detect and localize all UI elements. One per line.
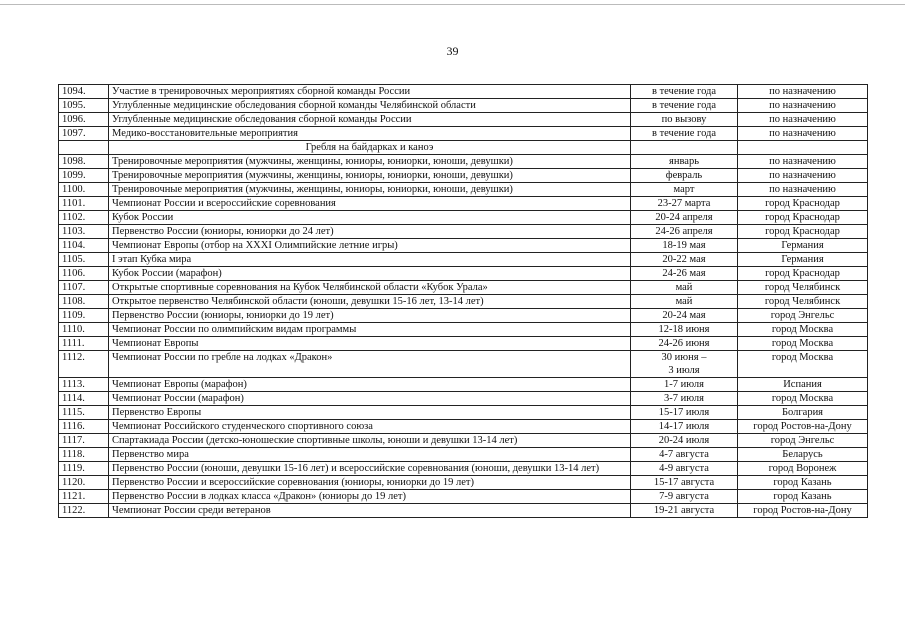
event-place: по назначению xyxy=(738,113,868,127)
event-date: март xyxy=(631,183,738,197)
row-number: 1114. xyxy=(59,392,109,406)
event-name: Первенство Европы xyxy=(109,406,631,420)
event-date: 19-21 августа xyxy=(631,504,738,518)
event-name: Чемпионат Российского студенческого спортивного союза xyxy=(109,420,631,434)
row-number: 1101. xyxy=(59,197,109,211)
table-row xyxy=(59,295,868,309)
event-name: Тренировочные мероприятия (мужчины, женщины, юниоры, юниорки, юноши, девушки) xyxy=(109,155,631,169)
section-num-cell xyxy=(59,141,109,155)
row-number: 1111. xyxy=(59,337,109,351)
event-place: город Челябинск xyxy=(738,295,868,309)
row-number: 1095. xyxy=(59,99,109,113)
event-name: Открытые спортивные соревнования на Кубок Челябинской области «Кубок Урала» xyxy=(109,281,631,295)
row-number: 1115. xyxy=(59,406,109,420)
event-date: 3-7 июля xyxy=(631,392,738,406)
table-row xyxy=(59,155,868,169)
table-row xyxy=(59,323,868,337)
event-date: в течение года xyxy=(631,85,738,99)
table-row xyxy=(59,169,868,183)
event-place: город Энгельс xyxy=(738,309,868,323)
row-number: 1107. xyxy=(59,281,109,295)
event-place: по назначению xyxy=(738,155,868,169)
table-row xyxy=(59,420,868,434)
rows-after-section xyxy=(59,155,868,518)
event-name: Тренировочные мероприятия (мужчины, женщины, юниоры, юниорки, юноши, девушки) xyxy=(109,183,631,197)
event-date: 23-27 марта xyxy=(631,197,738,211)
event-date: февраль xyxy=(631,169,738,183)
table-row xyxy=(59,113,868,127)
row-number: 1097. xyxy=(59,127,109,141)
event-place: Испания xyxy=(738,378,868,392)
row-number: 1110. xyxy=(59,323,109,337)
event-place: по назначению xyxy=(738,169,868,183)
event-date: 4-7 августа xyxy=(631,448,738,462)
event-name: Медико-восстановительные мероприятия xyxy=(109,127,631,141)
rows-before-section xyxy=(59,85,868,141)
row-number: 1116. xyxy=(59,420,109,434)
row-number: 1122. xyxy=(59,504,109,518)
event-place: по назначению xyxy=(738,127,868,141)
event-place: город Москва xyxy=(738,323,868,337)
event-name: Тренировочные мероприятия (мужчины, женщины, юниоры, юниорки, юноши, девушки) xyxy=(109,169,631,183)
event-date: 15-17 августа xyxy=(631,476,738,490)
event-date: 20-24 апреля xyxy=(631,211,738,225)
event-name: Кубок России (марафон) xyxy=(109,267,631,281)
section-place-cell xyxy=(738,141,868,155)
table-row xyxy=(59,197,868,211)
row-number: 1121. xyxy=(59,490,109,504)
event-name: Первенство России и всероссийские соревнования (юниоры, юниорки до 19 лет) xyxy=(109,476,631,490)
table-row xyxy=(59,127,868,141)
event-place: по назначению xyxy=(738,99,868,113)
event-date: 24-26 июня xyxy=(631,337,738,351)
event-name: Первенство России в лодках класса «Дракон» (юниоры до 19 лет) xyxy=(109,490,631,504)
event-date: май xyxy=(631,281,738,295)
event-place: Германия xyxy=(738,253,868,267)
table-row xyxy=(59,309,868,323)
event-date: в течение года xyxy=(631,99,738,113)
table-row xyxy=(59,211,868,225)
event-name: Чемпионат России по гребле на лодках «Дракон» xyxy=(109,351,631,378)
table-row xyxy=(59,183,868,197)
event-place: Беларусь xyxy=(738,448,868,462)
table-row xyxy=(59,434,868,448)
table-row xyxy=(59,253,868,267)
event-name: Чемпионат России среди ветеранов xyxy=(109,504,631,518)
table-row xyxy=(59,267,868,281)
row-number: 1105. xyxy=(59,253,109,267)
section-row xyxy=(59,141,868,155)
event-place: город Краснодар xyxy=(738,267,868,281)
event-name: Углубленные медицинские обследования сборной команды России xyxy=(109,113,631,127)
event-name: Чемпионат Европы (марафон) xyxy=(109,378,631,392)
table-row xyxy=(59,462,868,476)
table-row xyxy=(59,448,868,462)
event-date: 20-24 мая xyxy=(631,309,738,323)
section-header xyxy=(59,141,868,155)
table-row xyxy=(59,392,868,406)
event-name: Углубленные медицинские обследования сборной команды Челябинской области xyxy=(109,99,631,113)
event-name: Чемпионат России (марафон) xyxy=(109,392,631,406)
event-date: в течение года xyxy=(631,127,738,141)
schedule-table xyxy=(58,84,868,518)
event-name: Открытое первенство Челябинской области (юноши, девушки 15-16 лет, 13-14 лет) xyxy=(109,295,631,309)
table-row xyxy=(59,351,868,378)
event-place: город Энгельс xyxy=(738,434,868,448)
event-place: город Москва xyxy=(738,337,868,351)
event-place: город Ростов-на-Дону xyxy=(738,504,868,518)
event-date: 14-17 июля xyxy=(631,420,738,434)
table-row xyxy=(59,504,868,518)
event-date: 24-26 мая xyxy=(631,267,738,281)
event-date: 24-26 апреля xyxy=(631,225,738,239)
event-place: город Москва xyxy=(738,351,868,378)
event-name: Спартакиада России (детско-юношеские спортивные школы, юноши и девушки 13-14 лет) xyxy=(109,434,631,448)
row-number: 1102. xyxy=(59,211,109,225)
event-date: май xyxy=(631,295,738,309)
event-date: 12-18 июня xyxy=(631,323,738,337)
event-date: 4-9 августа xyxy=(631,462,738,476)
event-name: Чемпионат России и всероссийские соревнования xyxy=(109,197,631,211)
row-number: 1103. xyxy=(59,225,109,239)
row-number: 1096. xyxy=(59,113,109,127)
event-place: город Воронеж xyxy=(738,462,868,476)
page-number: 39 xyxy=(446,44,459,58)
event-place: город Москва xyxy=(738,392,868,406)
event-name: Чемпионат Европы xyxy=(109,337,631,351)
event-place: город Ростов-на-Дону xyxy=(738,420,868,434)
event-place: город Краснодар xyxy=(738,197,868,211)
event-date: 15-17 июля xyxy=(631,406,738,420)
table-row xyxy=(59,337,868,351)
event-place: по назначению xyxy=(738,183,868,197)
event-name: Первенство России (юниоры, юниорки до 19 лет) xyxy=(109,309,631,323)
row-number: 1119. xyxy=(59,462,109,476)
event-place: город Краснодар xyxy=(738,225,868,239)
event-place: Болгария xyxy=(738,406,868,420)
row-number: 1099. xyxy=(59,169,109,183)
event-place: Германия xyxy=(738,239,868,253)
row-number: 1104. xyxy=(59,239,109,253)
event-place: город Краснодар xyxy=(738,211,868,225)
row-number: 1118. xyxy=(59,448,109,462)
row-number: 1113. xyxy=(59,378,109,392)
event-name: Первенство России (юниоры, юниорки до 24 лет) xyxy=(109,225,631,239)
event-name: Чемпионат России по олимпийским видам программы xyxy=(109,323,631,337)
event-date: 30 июня – 3 июля xyxy=(631,351,738,378)
event-date: 20-24 июля xyxy=(631,434,738,448)
section-title: Гребля на байдарках и каноэ xyxy=(109,141,631,155)
table-row xyxy=(59,490,868,504)
table-row xyxy=(59,406,868,420)
table-row xyxy=(59,281,868,295)
event-date: 20-22 мая xyxy=(631,253,738,267)
row-number: 1117. xyxy=(59,434,109,448)
row-number: 1120. xyxy=(59,476,109,490)
event-date: 1-7 июля xyxy=(631,378,738,392)
event-name: I этап Кубка мира xyxy=(109,253,631,267)
event-date: 18-19 мая xyxy=(631,239,738,253)
event-place: по назначению xyxy=(738,85,868,99)
top-rule xyxy=(0,4,905,5)
event-date: по вызову xyxy=(631,113,738,127)
row-number: 1094. xyxy=(59,85,109,99)
row-number: 1108. xyxy=(59,295,109,309)
event-place: город Челябинск xyxy=(738,281,868,295)
table-row xyxy=(59,99,868,113)
event-date: январь xyxy=(631,155,738,169)
table-row xyxy=(59,85,868,99)
section-date-cell xyxy=(631,141,738,155)
row-number: 1112. xyxy=(59,351,109,378)
event-place: город Казань xyxy=(738,490,868,504)
table-row xyxy=(59,378,868,392)
row-number: 1100. xyxy=(59,183,109,197)
event-name: Кубок России xyxy=(109,211,631,225)
table-row xyxy=(59,225,868,239)
event-date: 7-9 августа xyxy=(631,490,738,504)
event-name: Первенство России (юноши, девушки 15-16 лет) и всероссийские соревнования (юноши, девушки 13-14 лет) xyxy=(109,462,631,476)
event-place: город Казань xyxy=(738,476,868,490)
event-name: Чемпионат Европы (отбор на XXXI Олимпийские летние игры) xyxy=(109,239,631,253)
table-row xyxy=(59,476,868,490)
event-name: Участие в тренировочных мероприятиях сборной команды России xyxy=(109,85,631,99)
row-number: 1098. xyxy=(59,155,109,169)
event-name: Первенство мира xyxy=(109,448,631,462)
row-number: 1106. xyxy=(59,267,109,281)
table-row xyxy=(59,239,868,253)
row-number: 1109. xyxy=(59,309,109,323)
